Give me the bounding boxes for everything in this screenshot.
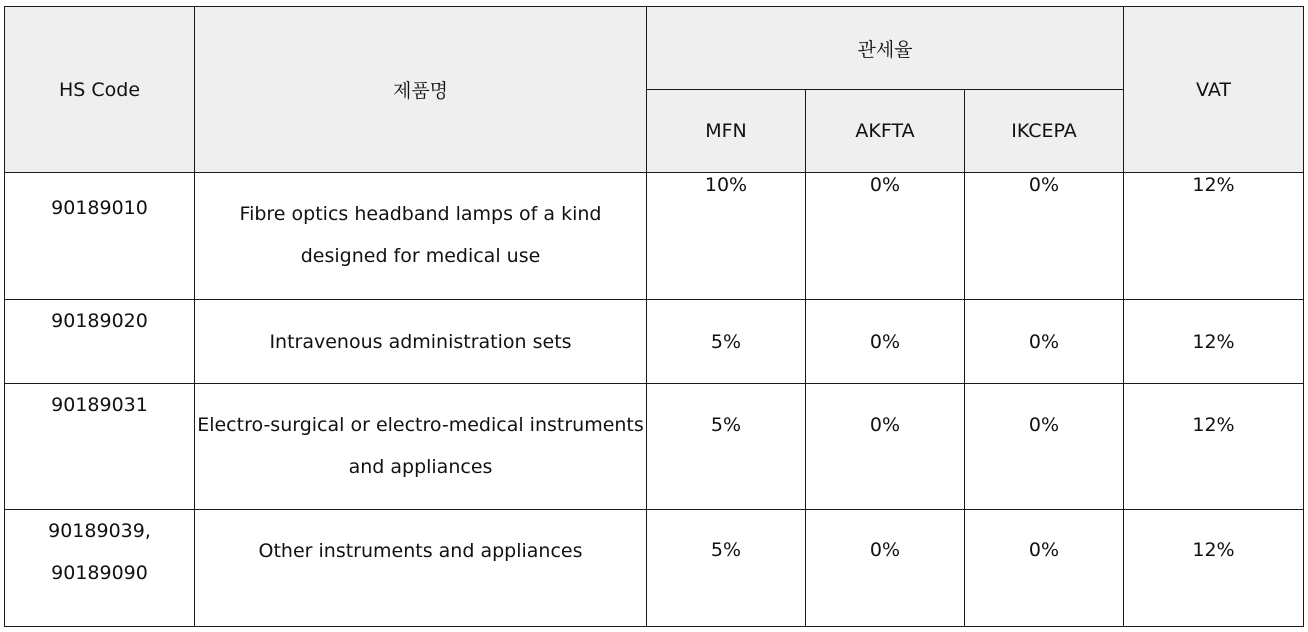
ikcepa-rate-cell: 0% (965, 173, 1124, 300)
tariff-table (4, 6, 1304, 627)
hs-code: 90189020 (51, 310, 148, 332)
vat-rate-cell: 12% (1124, 384, 1304, 510)
hs-code-cell (5, 173, 195, 300)
mfn-rate-cell: 5% (647, 384, 806, 510)
hs-code-cell (5, 510, 195, 627)
ikcepa-rate-cell: 0% (965, 300, 1124, 384)
hs-code: 90189031 (51, 394, 148, 416)
akfta-rate-cell: 0% (806, 510, 965, 627)
header-product-name: 제품명 (195, 7, 647, 173)
header-hs-code: HS Code (5, 7, 195, 173)
header-tariff-rate: 관세율 (647, 7, 1124, 90)
hs-code-cell (5, 384, 195, 510)
akfta-rate-cell: 0% (806, 173, 965, 300)
header-mfn: MFN (647, 90, 806, 173)
product-name-cell: Other instruments and appliances (195, 510, 647, 627)
mfn-rate-cell: 5% (647, 300, 806, 384)
akfta-rate-cell: 0% (806, 384, 965, 510)
header-vat: VAT (1124, 7, 1304, 173)
hs-code: 90189090 (51, 562, 148, 584)
table-row (5, 300, 1304, 384)
ikcepa-rate-cell: 0% (965, 510, 1124, 627)
header-row (5, 7, 1304, 90)
product-name-cell: Fibre optics headband lamps of a kind designed for medical use (195, 173, 647, 300)
vat-rate-cell: 12% (1124, 510, 1304, 627)
hs-code: 90189010 (51, 197, 148, 219)
table-row (5, 510, 1304, 627)
akfta-rate-cell: 0% (806, 300, 965, 384)
table-row (5, 173, 1304, 300)
mfn-rate-cell: 5% (647, 510, 806, 627)
vat-rate-cell: 12% (1124, 300, 1304, 384)
table-row (5, 384, 1304, 510)
vat-rate-cell: 12% (1124, 173, 1304, 300)
header-ikcepa: IKCEPA (965, 90, 1124, 173)
ikcepa-rate-cell: 0% (965, 384, 1124, 510)
product-name-cell: Intravenous administration sets (195, 300, 647, 384)
mfn-rate-cell: 10% (647, 173, 806, 300)
hs-code: 90189039, (48, 520, 151, 542)
product-name-cell: Electro-surgical or electro-medical instruments and appliances (195, 384, 647, 510)
header-akfta: AKFTA (806, 90, 965, 173)
hs-code-cell (5, 300, 195, 384)
